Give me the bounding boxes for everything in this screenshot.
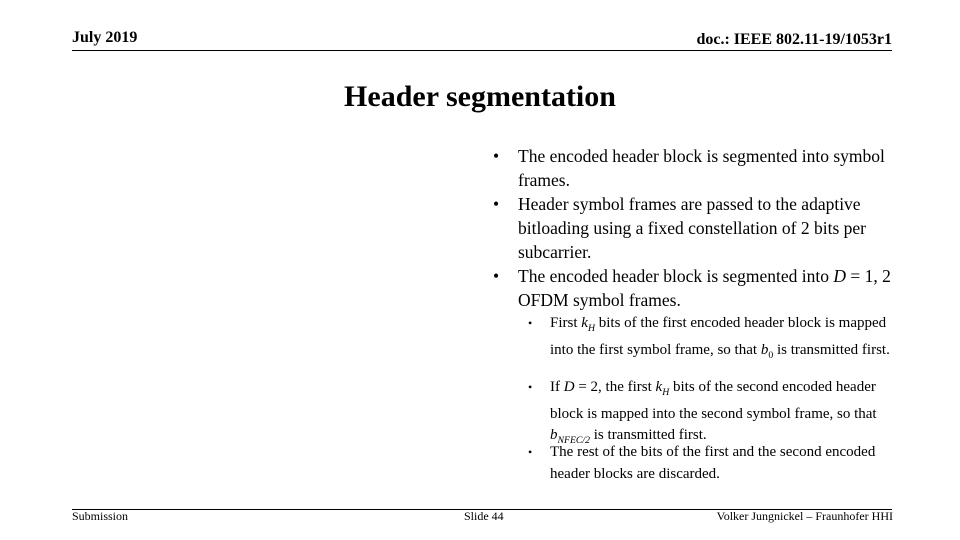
subbullet-marker: • (528, 445, 533, 459)
header-date: July 2019 (72, 29, 138, 46)
footer-submission: Submission (72, 509, 129, 523)
bullet-marker: • (493, 266, 500, 286)
bullet-item (493, 144, 893, 192)
subbullet-marker: • (528, 316, 533, 330)
bullet-item (493, 192, 893, 264)
header-doc-id: doc.: IEEE 802.11-19/1053r1 (696, 31, 892, 48)
subbullet-item (528, 442, 900, 485)
bullet-marker: • (493, 194, 500, 214)
bullet-text: The encoded header block is segmented into symbol frames. (518, 146, 885, 190)
footer-author: Volker Jungnickel – Fraunhofer HHI (716, 509, 893, 523)
subbullet-text: The rest of the bits of the first and the second encoded header blocks are discarded. (550, 444, 876, 482)
footer-slide-number: Slide 44 (464, 509, 504, 523)
subbullet-item (528, 313, 900, 366)
subbullet-marker: • (528, 380, 533, 394)
slide-title: Header segmentation (344, 80, 616, 113)
bullet-text: The encoded header block is segmented into D = 1, 2 OFDM symbol frames. (518, 266, 891, 310)
bullet-text: Header symbol frames are passed to the adaptive bitloading using a fixed constellation of 2 bits per subcarrier. (518, 194, 866, 262)
subbullet-text: First $k_H$ bits of the first encoded header block is mapped into the first symbol frame, so that $b_0$ is transmitted first. (550, 315, 890, 361)
header-divider (72, 50, 892, 51)
bullet-marker: • (493, 146, 500, 166)
bullet-item (493, 264, 893, 312)
subbullet-item (528, 377, 900, 452)
subbullet-text: If D = 2, the first $k_H$ bits of the second encoded header block is mapped into the second symbol frame, so that $b_{NFEC/2}$ is transmitted first. (550, 379, 877, 447)
